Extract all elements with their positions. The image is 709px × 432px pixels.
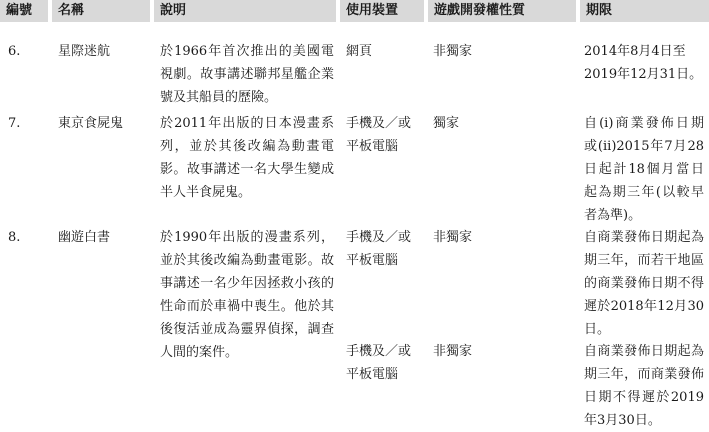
- row-name: 星際迷航: [58, 44, 111, 59]
- header-device: 使用裝置: [340, 0, 424, 22]
- row-description: 於1990年出版的漫畫系列，並於其後改編為動畫電影。故事講述一名少年因拯救小孩的性命而於車禍中喪生。他於其後復活並成為靈界偵探，調查人間的案件。: [160, 230, 334, 360]
- row-device: 網頁: [346, 44, 373, 59]
- row-name: 東京食屍鬼: [58, 116, 124, 131]
- header-term: 期限: [580, 0, 709, 22]
- row-no: 6.: [8, 44, 21, 59]
- row-description: 於1966年首次推出的美國電視劇。故事講述聯邦星艦企業號及其船員的歷險。: [160, 44, 334, 105]
- header-description: 說明: [154, 0, 336, 22]
- row-term: 自商業發佈日期起為期三年，而若干地區的商業發佈日期不得遲於2018年12月30日。: [584, 230, 704, 337]
- row-nature: 非獨家: [433, 44, 473, 59]
- row-device: 手機及／或 平板電腦: [346, 344, 412, 382]
- row-device: 手機及／或 平板電腦: [346, 116, 412, 154]
- row-term: 自商業發佈日期起為期三年，而商業發佈日期不得遲於2019年3月30日。: [584, 344, 704, 428]
- row-term: 自(i)商業發佈日期 或(ii)2015年7月28日起計18個月當日起為期三年(以較早者為準)。: [584, 116, 704, 223]
- row-term: 2014年8月4日至 2019年12月31日。: [584, 44, 703, 82]
- header-name: 名稱: [52, 0, 150, 22]
- row-description: 於2011年出版的日本漫畫系列，並於其後改編為動畫電影。故事講述一名大學生變成半人半食屍鬼。: [160, 116, 334, 200]
- row-device: 手機及／或 平板電腦: [346, 230, 412, 268]
- row-name: 幽遊白書: [58, 230, 111, 245]
- row-nature: 非獨家: [433, 344, 473, 359]
- row-nature: 獨家: [433, 116, 460, 131]
- row-nature: 非獨家: [433, 230, 473, 245]
- header-no: 編號: [0, 0, 48, 22]
- header-nature: 遊戲開發權性質: [428, 0, 576, 22]
- row-no: 7.: [8, 116, 21, 131]
- row-no: 8.: [8, 230, 21, 245]
